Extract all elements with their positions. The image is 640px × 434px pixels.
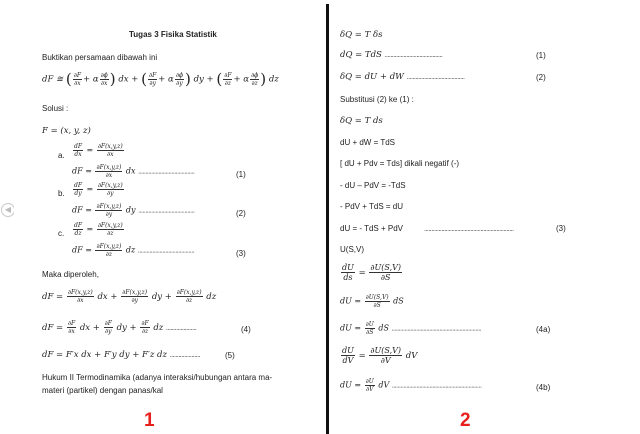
item-a-label: a. <box>58 151 65 160</box>
line-du-dw: dU + dW = TdS <box>340 138 395 147</box>
item-c-label: c. <box>58 229 65 238</box>
eq-4b: dU = $\frac{\partial U}{\partial V}$ dV .............................................................. <box>340 378 482 393</box>
line-negatif: [ dU + Pdv = Tds] dikali negatif (-) <box>340 159 460 168</box>
eq-du-dv: $\frac{dU}{dV}$ = $\frac{\partial U(S,V)}{\partial V}$ dV <box>342 346 418 365</box>
line-pdv: - PdV + TdS = dU <box>340 202 403 211</box>
document-page-1 <box>14 0 324 434</box>
main-equation: dF ≅ ( $\frac{\partial F}{\partial x}$ + α $\frac{\partial\phi}{\partial x}$ ) dx + ( $\frac{\partial F}{\partial y}$ + α $\frac{\partial\phi}{\partial y}$ ) dy + ( $\frac{\partial F}{\partial z}$ + α $\frac{\partial\phi}{\partial z}$ ) dz <box>42 70 279 88</box>
eq-c-line1: $\frac{dF}{dz}$ = $\frac{\partial F(x,y,z)}{\partial z}$ <box>74 222 123 237</box>
page-number-2: 2 <box>460 410 471 431</box>
eq-dq-tds-2: δQ = T ds <box>340 116 383 126</box>
document-page-2 <box>334 0 634 434</box>
r-eq-label-3: (3) <box>556 224 566 233</box>
line-du: dU = - TdS + PdV <box>340 224 403 233</box>
maka-text: Maka diperoleh, <box>42 270 99 279</box>
line-minus: - dU – PdV = -TdS <box>340 181 406 190</box>
eq-label-1: (1) <box>236 170 246 179</box>
f-definition: F = (x, y, z) <box>42 126 91 136</box>
r-eq-label-4b: (4b) <box>536 383 551 392</box>
r-eq-label-2: (2) <box>536 73 546 82</box>
eq-du-partial-s: dU = $\frac{\partial U(S,V)}{\partial S}$ dS <box>340 294 404 309</box>
item-b-label: b. <box>58 189 65 198</box>
eq-df-prime: dF = F′x dx + F′y dy + F′z dz ..................... <box>42 350 201 360</box>
eq-label-2: (2) <box>236 209 246 218</box>
r-eq-label-1: (1) <box>536 51 546 60</box>
chevron-left-icon[interactable]: ◀ <box>1 203 15 217</box>
eq-a-line2: dF = $\frac{\partial F(x,y,z)}{\partial x}$ dx ....................................... <box>72 164 195 179</box>
eq-df-partials: dF = $\frac{\partial F}{\partial x}$ dx + $\frac{\partial F}{\partial y}$ dy + $\frac{\partial F}{\partial z}$ dz ..................... <box>42 320 197 335</box>
intro-text: Buktikan persamaan dibawah ini <box>42 53 158 62</box>
dots-du: .............................................................. <box>424 226 514 233</box>
eq-du-ds: $\frac{dU}{ds}$ = $\frac{\partial U(S,V)}{\partial S}$ <box>342 263 402 282</box>
eq-label-5: (5) <box>225 351 235 360</box>
eq-label-3: (3) <box>236 249 246 258</box>
page-number-1: 1 <box>144 410 155 431</box>
eq-b-line1: $\frac{dF}{dy}$ = $\frac{\partial F(x,y,z)}{\partial y}$ <box>74 182 123 197</box>
eq-label-4: (4) <box>241 325 251 334</box>
eq-c-line2: dF = $\frac{\partial F(x,y,z)}{\partial z}$ dz ....................................... <box>72 243 195 258</box>
eq-dq-tds: dQ = TdS ........................................ <box>340 50 443 60</box>
page-divider <box>326 4 329 434</box>
hukum-line-1: Hukum II Termodinamika (adanya interaksi/hubungan antara ma- <box>42 373 273 382</box>
eq-b-line2: dF = $\frac{\partial F(x,y,z)}{\partial y}$ dy ....................................... <box>72 203 195 218</box>
substitusi-text: Substitusi (2) ke (1) : <box>340 95 414 104</box>
eq-dq-tds-top: δQ = T δs <box>340 30 383 40</box>
r-eq-label-4a: (4a) <box>536 325 551 334</box>
document-title: Tugas 3 Fisika Statistik <box>129 30 217 39</box>
hukum-line-2: materi (partikel) dengan panas/kal <box>42 386 163 395</box>
line-us: U(S,V) <box>340 245 364 254</box>
eq-4a: dU = $\frac{\partial U}{\partial S}$ dS .............................................................. <box>340 321 482 336</box>
eq-dq-du-dw: δQ = dU + dW ........................................ <box>340 72 465 82</box>
eq-df-sum: dF = $\frac{\partial F(x,y,z)}{\partial x}$ dx + $\frac{\partial F(x,y,z)}{\partial y}$ dy + $\frac{\partial F(x,y,z)}{\partial z}$ dz <box>42 289 217 304</box>
solusi-label: Solusi : <box>42 104 69 113</box>
eq-a-line1: $\frac{dF}{dx}$ = $\frac{\partial F(x,y,z)}{\partial x}$ <box>74 143 123 158</box>
